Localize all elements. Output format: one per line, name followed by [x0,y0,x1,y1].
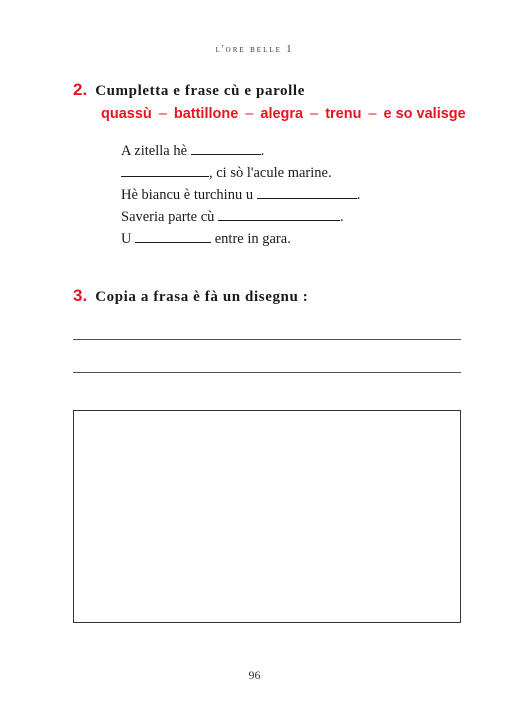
sentence-2 [121,162,360,184]
word-separator: – [368,106,377,122]
sentence-text-after: . [356,187,361,203]
word-bank-item: quassù [101,106,152,122]
word-bank-item: alegra [260,106,304,122]
sentence-text-before: A zitella hè [121,143,191,159]
word-bank-item: e so valisge [383,106,466,122]
fill-in-blank[interactable] [191,142,261,155]
word-separator: – [158,106,167,122]
writing-line[interactable] [73,339,461,340]
sentence-text-before: Hè biancu è turchinu u [121,187,257,203]
fill-in-blank[interactable] [121,164,209,177]
fill-in-blank[interactable] [257,186,357,199]
sentence-text-before: U [121,231,136,247]
sentence-text-before: Saveria parte cù [121,209,219,225]
writing-line[interactable] [73,372,461,373]
drawing-box[interactable] [73,410,461,623]
word-bank-item: trenu [325,106,362,122]
exercise-3-title: Copia a frasa è fà un disegnu : [95,289,309,305]
sentence-5 [121,228,360,250]
page-number: 96 [248,668,261,682]
word-separator: – [245,106,254,122]
sentence-text-after: , ci sò l'acule marine. [209,165,332,181]
sentence-text-after: entre in gara. [211,231,291,247]
sentence-text-after: . [340,209,344,225]
word-separator: – [310,106,319,122]
exercise-2-number: 2. [73,80,88,99]
fill-in-blank[interactable] [218,208,340,221]
exercise-3-heading [73,286,308,306]
exercise-3-number: 3. [73,286,88,305]
sentence-1 [121,140,360,162]
running-head: l'ore belle 1 [215,44,294,55]
word-bank [101,106,466,122]
word-bank-item: battillone [173,106,239,122]
sentence-list [121,140,360,250]
sentence-text-after: . [260,143,265,159]
sentence-3 [121,184,360,206]
fill-in-blank[interactable] [135,230,211,243]
exercise-2-title: Cumpletta e frase cù e parolle [95,83,305,99]
sentence-4 [121,206,360,228]
exercise-2-heading [73,80,305,100]
